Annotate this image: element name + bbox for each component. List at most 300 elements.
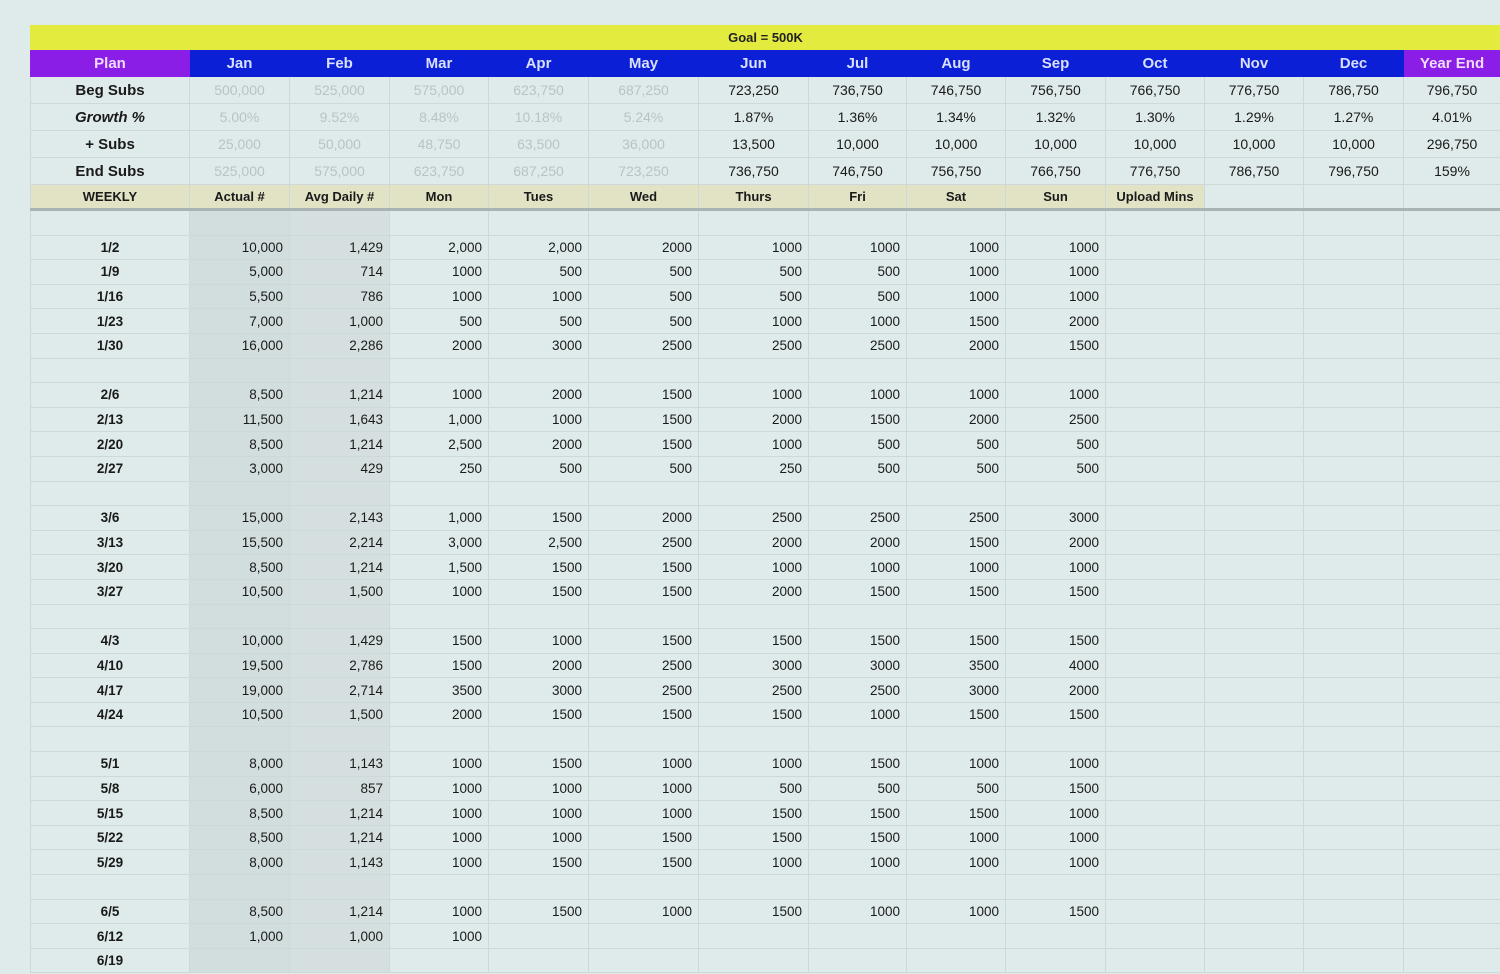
empty-cell[interactable] (1205, 604, 1304, 629)
empty-cell[interactable] (1304, 752, 1404, 777)
plan-cell[interactable]: 10,000 (809, 131, 907, 158)
weekly-value-cell[interactable]: 2,143 (290, 506, 390, 531)
empty-cell[interactable] (1304, 260, 1404, 285)
plan-cell[interactable]: 10,000 (1205, 131, 1304, 158)
empty-cell[interactable] (1404, 801, 1500, 826)
empty-cell[interactable] (1106, 506, 1205, 531)
empty-cell[interactable] (1304, 432, 1404, 457)
weekly-value-cell[interactable]: 1000 (390, 850, 489, 875)
empty-cell[interactable] (1205, 235, 1304, 260)
empty-cell[interactable] (1205, 210, 1304, 236)
empty-cell[interactable] (290, 948, 390, 973)
weekly-value-cell[interactable]: 1,000 (390, 407, 489, 432)
empty-cell[interactable] (489, 358, 589, 383)
empty-cell[interactable] (1404, 604, 1500, 629)
empty-cell[interactable] (1404, 432, 1500, 457)
empty-cell[interactable] (1106, 629, 1205, 654)
plan-cell[interactable]: 575,000 (290, 158, 390, 185)
empty-cell[interactable] (1205, 948, 1304, 973)
weekly-value-cell[interactable]: 2500 (589, 678, 699, 703)
weekly-value-cell[interactable]: 2000 (489, 432, 589, 457)
empty-cell[interactable] (1404, 210, 1500, 236)
weekly-value-cell[interactable]: 1000 (489, 825, 589, 850)
weekly-value-cell[interactable]: 1,000 (190, 924, 290, 949)
weekly-value-cell[interactable]: 500 (699, 284, 809, 309)
empty-cell[interactable] (699, 481, 809, 506)
week-date-cell[interactable]: 4/24 (31, 702, 190, 727)
weekly-value-cell[interactable]: 1000 (589, 776, 699, 801)
weekly-value-cell[interactable]: 1500 (390, 653, 489, 678)
month-header-dec[interactable]: Dec (1304, 50, 1404, 77)
empty-cell[interactable] (699, 604, 809, 629)
weekly-value-cell[interactable]: 1000 (1006, 850, 1106, 875)
empty-cell[interactable] (907, 210, 1006, 236)
empty-cell[interactable] (1106, 875, 1205, 900)
weekly-value-cell[interactable]: 1500 (809, 825, 907, 850)
empty-cell[interactable] (190, 948, 290, 973)
empty-cell[interactable] (1106, 850, 1205, 875)
empty-cell[interactable] (1304, 481, 1404, 506)
empty-cell[interactable] (1205, 432, 1304, 457)
empty-cell[interactable] (190, 604, 290, 629)
weekly-value-cell[interactable]: 1000 (699, 752, 809, 777)
empty-cell[interactable] (1404, 333, 1500, 358)
empty-cell[interactable] (1304, 948, 1404, 973)
weekly-value-cell[interactable]: 10,000 (190, 235, 290, 260)
weekly-value-cell[interactable]: 500 (589, 309, 699, 334)
weekly-value-cell[interactable]: 1000 (907, 284, 1006, 309)
empty-cell[interactable] (1304, 185, 1404, 210)
weekly-value-cell[interactable]: 1500 (589, 579, 699, 604)
weekly-value-cell[interactable]: 2500 (589, 333, 699, 358)
empty-cell[interactable] (1404, 678, 1500, 703)
empty-cell[interactable] (390, 358, 489, 383)
plan-cell[interactable]: 766,750 (1106, 77, 1205, 104)
empty-cell[interactable] (699, 875, 809, 900)
weekly-value-cell[interactable]: 1,214 (290, 383, 390, 408)
plan-cell[interactable]: 1.29% (1205, 104, 1304, 131)
empty-cell[interactable] (1304, 850, 1404, 875)
weekly-value-cell[interactable]: 1000 (489, 284, 589, 309)
weekly-value-cell[interactable]: 3000 (699, 653, 809, 678)
weekly-value-cell[interactable]: 8,500 (190, 825, 290, 850)
plan-cell[interactable]: 25,000 (190, 131, 290, 158)
month-header-jul[interactable]: Jul (809, 50, 907, 77)
empty-cell[interactable] (589, 358, 699, 383)
weekly-value-cell[interactable]: 500 (589, 284, 699, 309)
weekly-value-cell[interactable]: 7,000 (190, 309, 290, 334)
empty-cell[interactable] (489, 481, 589, 506)
empty-cell[interactable] (1106, 948, 1205, 973)
weekly-value-cell[interactable]: 1000 (1006, 383, 1106, 408)
weekly-value-cell[interactable]: 1000 (1006, 752, 1106, 777)
plan-cell[interactable]: 723,250 (699, 77, 809, 104)
empty-cell[interactable] (809, 358, 907, 383)
weekly-value-cell[interactable]: 2500 (1006, 407, 1106, 432)
week-date-cell[interactable]: 5/29 (31, 850, 190, 875)
empty-cell[interactable] (1404, 727, 1500, 752)
weekly-value-cell[interactable]: 500 (809, 260, 907, 285)
weekly-value-cell[interactable]: 3,000 (190, 456, 290, 481)
weekly-value-cell[interactable]: 3000 (1006, 506, 1106, 531)
year-end-cell[interactable]: 4.01% (1404, 104, 1500, 131)
weekly-value-cell[interactable]: 1000 (699, 432, 809, 457)
empty-cell[interactable] (1304, 727, 1404, 752)
week-date-cell[interactable] (31, 727, 190, 752)
empty-cell[interactable] (1106, 776, 1205, 801)
empty-cell[interactable] (1404, 235, 1500, 260)
weekly-value-cell[interactable]: 2000 (907, 333, 1006, 358)
weekly-value-cell[interactable]: 1000 (390, 825, 489, 850)
empty-cell[interactable] (1205, 825, 1304, 850)
weekly-value-cell[interactable]: 2,000 (489, 235, 589, 260)
empty-cell[interactable] (1404, 579, 1500, 604)
empty-cell[interactable] (1006, 358, 1106, 383)
weekly-value-cell[interactable]: 1000 (1006, 825, 1106, 850)
empty-cell[interactable] (1205, 899, 1304, 924)
week-date-cell[interactable]: 1/9 (31, 260, 190, 285)
plan-cell[interactable]: 500,000 (190, 77, 290, 104)
empty-cell[interactable] (1106, 309, 1205, 334)
plan-cell[interactable]: 525,000 (290, 77, 390, 104)
empty-cell[interactable] (1205, 678, 1304, 703)
weekly-value-cell[interactable]: 2,500 (390, 432, 489, 457)
weekly-value-cell[interactable]: 8,500 (190, 432, 290, 457)
week-date-cell[interactable]: 2/13 (31, 407, 190, 432)
weekly-value-cell[interactable]: 8,500 (190, 801, 290, 826)
empty-cell[interactable] (290, 358, 390, 383)
empty-cell[interactable] (1304, 358, 1404, 383)
weekly-value-cell[interactable]: 1000 (1006, 801, 1106, 826)
empty-cell[interactable] (390, 210, 489, 236)
empty-cell[interactable] (1304, 333, 1404, 358)
weekly-value-cell[interactable]: 1,214 (290, 825, 390, 850)
weekly-value-cell[interactable]: 1500 (489, 899, 589, 924)
weekly-value-cell[interactable]: 2000 (589, 506, 699, 531)
weekly-value-cell[interactable]: 3500 (390, 678, 489, 703)
weekly-value-cell[interactable]: 1500 (907, 309, 1006, 334)
week-date-cell[interactable] (31, 358, 190, 383)
empty-cell[interactable] (1304, 235, 1404, 260)
empty-cell[interactable] (589, 727, 699, 752)
weekly-value-cell[interactable]: 500 (809, 432, 907, 457)
weekly-value-cell[interactable]: 2000 (809, 530, 907, 555)
empty-cell[interactable] (1205, 506, 1304, 531)
weekly-value-cell[interactable]: 1000 (390, 383, 489, 408)
weekly-value-cell[interactable]: 2000 (589, 235, 699, 260)
weekly-header-avg-daily[interactable]: Avg Daily # (290, 185, 390, 210)
plan-cell[interactable]: 687,250 (489, 158, 589, 185)
weekly-value-cell[interactable]: 1500 (589, 850, 699, 875)
empty-cell[interactable] (589, 604, 699, 629)
empty-cell[interactable] (1106, 481, 1205, 506)
empty-cell[interactable] (1304, 579, 1404, 604)
weekly-value-cell[interactable]: 1,214 (290, 801, 390, 826)
empty-cell[interactable] (1106, 407, 1205, 432)
weekly-value-cell[interactable]: 1000 (699, 309, 809, 334)
plan-cell[interactable]: 766,750 (1006, 158, 1106, 185)
plan-cell[interactable]: 9.52% (290, 104, 390, 131)
empty-cell[interactable] (1404, 899, 1500, 924)
weekly-value-cell[interactable]: 1000 (809, 235, 907, 260)
weekly-value-cell[interactable]: 1500 (907, 801, 1006, 826)
weekly-value-cell[interactable]: 1500 (589, 702, 699, 727)
empty-cell[interactable] (1006, 210, 1106, 236)
week-date-cell[interactable] (31, 604, 190, 629)
empty-cell[interactable] (699, 210, 809, 236)
weekly-value-cell[interactable]: 2000 (1006, 678, 1106, 703)
plan-cell[interactable]: 796,750 (1304, 158, 1404, 185)
empty-cell[interactable] (1404, 653, 1500, 678)
empty-cell[interactable] (589, 948, 699, 973)
weekly-value-cell[interactable]: 1000 (907, 555, 1006, 580)
weekly-value-cell[interactable]: 1000 (907, 235, 1006, 260)
weekly-value-cell[interactable]: 1500 (390, 629, 489, 654)
weekly-value-cell[interactable]: 1500 (809, 801, 907, 826)
empty-cell[interactable] (1404, 850, 1500, 875)
empty-cell[interactable] (1304, 555, 1404, 580)
empty-cell[interactable] (1205, 653, 1304, 678)
empty-cell[interactable] (1404, 358, 1500, 383)
week-date-cell[interactable]: 1/16 (31, 284, 190, 309)
empty-cell[interactable] (1404, 702, 1500, 727)
empty-cell[interactable] (1304, 875, 1404, 900)
empty-cell[interactable] (589, 875, 699, 900)
weekly-value-cell[interactable]: 1000 (390, 752, 489, 777)
empty-cell[interactable] (1205, 801, 1304, 826)
empty-cell[interactable] (1304, 456, 1404, 481)
plan-cell[interactable]: 63,500 (489, 131, 589, 158)
month-header-sep[interactable]: Sep (1006, 50, 1106, 77)
empty-cell[interactable] (907, 604, 1006, 629)
weekly-value-cell[interactable]: 500 (907, 456, 1006, 481)
empty-cell[interactable] (1404, 456, 1500, 481)
weekly-value-cell[interactable]: 1500 (699, 899, 809, 924)
weekly-value-cell[interactable]: 500 (699, 260, 809, 285)
empty-cell[interactable] (1006, 481, 1106, 506)
empty-cell[interactable] (907, 481, 1006, 506)
week-date-cell[interactable]: 3/13 (31, 530, 190, 555)
empty-cell[interactable] (1106, 825, 1205, 850)
empty-cell[interactable] (1106, 210, 1205, 236)
plan-cell[interactable]: 756,750 (907, 158, 1006, 185)
plan-cell[interactable]: 50,000 (290, 131, 390, 158)
weekly-value-cell[interactable]: 1,500 (290, 702, 390, 727)
weekly-value-cell[interactable]: 500 (809, 284, 907, 309)
weekly-value-cell[interactable]: 2000 (489, 653, 589, 678)
weekly-value-cell[interactable]: 1,214 (290, 899, 390, 924)
weekly-value-cell[interactable]: 500 (489, 456, 589, 481)
empty-cell[interactable] (1205, 702, 1304, 727)
weekly-value-cell[interactable]: 1000 (907, 899, 1006, 924)
empty-cell[interactable] (1304, 678, 1404, 703)
weekly-value-cell[interactable]: 3000 (809, 653, 907, 678)
empty-cell[interactable] (290, 604, 390, 629)
empty-cell[interactable] (489, 924, 589, 949)
weekly-value-cell[interactable]: 15,500 (190, 530, 290, 555)
plan-cell[interactable]: 10,000 (1006, 131, 1106, 158)
empty-cell[interactable] (1304, 825, 1404, 850)
empty-cell[interactable] (809, 875, 907, 900)
weekly-value-cell[interactable]: 857 (290, 776, 390, 801)
empty-cell[interactable] (1404, 284, 1500, 309)
plan-cell[interactable]: 575,000 (390, 77, 489, 104)
weekly-value-cell[interactable]: 1500 (589, 432, 699, 457)
plan-cell[interactable]: 1.87% (699, 104, 809, 131)
weekly-value-cell[interactable]: 10,500 (190, 702, 290, 727)
empty-cell[interactable] (290, 481, 390, 506)
weekly-value-cell[interactable]: 8,500 (190, 383, 290, 408)
empty-cell[interactable] (809, 924, 907, 949)
empty-cell[interactable] (1304, 702, 1404, 727)
empty-cell[interactable] (290, 210, 390, 236)
weekly-value-cell[interactable]: 500 (907, 432, 1006, 457)
weekly-value-cell[interactable]: 1000 (1006, 284, 1106, 309)
weekly-value-cell[interactable]: 500 (489, 260, 589, 285)
empty-cell[interactable] (1404, 260, 1500, 285)
empty-cell[interactable] (1205, 456, 1304, 481)
weekly-value-cell[interactable]: 19,500 (190, 653, 290, 678)
weekly-value-cell[interactable]: 1000 (699, 235, 809, 260)
weekly-value-cell[interactable]: 1500 (907, 579, 1006, 604)
weekly-value-cell[interactable]: 5,000 (190, 260, 290, 285)
weekly-value-cell[interactable]: 1000 (390, 776, 489, 801)
plan-cell[interactable]: 736,750 (699, 158, 809, 185)
weekly-value-cell[interactable]: 1500 (589, 407, 699, 432)
empty-cell[interactable] (809, 210, 907, 236)
month-header-feb[interactable]: Feb (290, 50, 390, 77)
weekly-value-cell[interactable]: 1500 (809, 579, 907, 604)
empty-cell[interactable] (1205, 579, 1304, 604)
plan-cell[interactable]: 10,000 (1106, 131, 1205, 158)
plan-cell[interactable]: 736,750 (809, 77, 907, 104)
empty-cell[interactable] (809, 948, 907, 973)
empty-cell[interactable] (1106, 383, 1205, 408)
empty-cell[interactable] (190, 875, 290, 900)
empty-cell[interactable] (1304, 383, 1404, 408)
empty-cell[interactable] (1106, 702, 1205, 727)
weekly-value-cell[interactable]: 1500 (907, 629, 1006, 654)
empty-cell[interactable] (1106, 579, 1205, 604)
weekly-value-cell[interactable]: 1000 (390, 260, 489, 285)
weekly-value-cell[interactable]: 1000 (809, 309, 907, 334)
weekly-value-cell[interactable]: 1,214 (290, 555, 390, 580)
weekly-value-cell[interactable]: 1000 (907, 850, 1006, 875)
weekly-value-cell[interactable]: 2500 (907, 506, 1006, 531)
plan-row-label[interactable]: Beg Subs (31, 77, 190, 104)
weekly-value-cell[interactable]: 250 (699, 456, 809, 481)
weekly-value-cell[interactable]: 1,214 (290, 432, 390, 457)
plan-cell[interactable]: 756,750 (1006, 77, 1106, 104)
weekly-value-cell[interactable]: 8,500 (190, 899, 290, 924)
weekly-value-cell[interactable]: 1500 (489, 850, 589, 875)
empty-cell[interactable] (1205, 776, 1304, 801)
weekly-value-cell[interactable]: 429 (290, 456, 390, 481)
month-header-may[interactable]: May (589, 50, 699, 77)
weekly-value-cell[interactable]: 1500 (489, 555, 589, 580)
weekly-value-cell[interactable]: 1500 (809, 752, 907, 777)
weekly-value-cell[interactable]: 1500 (1006, 629, 1106, 654)
weekly-value-cell[interactable]: 1000 (809, 850, 907, 875)
weekly-value-cell[interactable]: 3000 (907, 678, 1006, 703)
plan-cell[interactable]: 1.36% (809, 104, 907, 131)
weekly-value-cell[interactable]: 500 (589, 260, 699, 285)
weekly-value-cell[interactable]: 1500 (809, 629, 907, 654)
weekly-value-cell[interactable]: 2000 (489, 383, 589, 408)
month-header-mar[interactable]: Mar (390, 50, 489, 77)
empty-cell[interactable] (1304, 530, 1404, 555)
weekly-value-cell[interactable]: 1,500 (290, 579, 390, 604)
empty-cell[interactable] (589, 481, 699, 506)
weekly-value-cell[interactable]: 2,500 (489, 530, 589, 555)
week-date-cell[interactable] (31, 481, 190, 506)
empty-cell[interactable] (907, 924, 1006, 949)
weekly-header-tues[interactable]: Tues (489, 185, 589, 210)
empty-cell[interactable] (1106, 604, 1205, 629)
empty-cell[interactable] (1404, 530, 1500, 555)
weekly-value-cell[interactable]: 3500 (907, 653, 1006, 678)
empty-cell[interactable] (1106, 801, 1205, 826)
weekly-value-cell[interactable]: 1500 (589, 555, 699, 580)
weekly-value-cell[interactable]: 1,500 (390, 555, 489, 580)
empty-cell[interactable] (1205, 260, 1304, 285)
weekly-value-cell[interactable]: 500 (589, 456, 699, 481)
empty-cell[interactable] (1304, 801, 1404, 826)
weekly-header-wed[interactable]: Wed (589, 185, 699, 210)
weekly-value-cell[interactable]: 2,286 (290, 333, 390, 358)
week-date-cell[interactable]: 2/20 (31, 432, 190, 457)
empty-cell[interactable] (1205, 875, 1304, 900)
weekly-value-cell[interactable]: 1000 (489, 407, 589, 432)
weekly-value-cell[interactable]: 1,143 (290, 850, 390, 875)
weekly-value-cell[interactable]: 6,000 (190, 776, 290, 801)
empty-cell[interactable] (489, 948, 589, 973)
weekly-value-cell[interactable]: 1500 (907, 702, 1006, 727)
week-date-cell[interactable]: 4/10 (31, 653, 190, 678)
goal-cell[interactable]: Goal = 500K (31, 26, 1500, 50)
weekly-value-cell[interactable]: 1500 (1006, 702, 1106, 727)
weekly-value-cell[interactable]: 1000 (390, 899, 489, 924)
empty-cell[interactable] (1106, 727, 1205, 752)
weekly-value-cell[interactable]: 2,786 (290, 653, 390, 678)
empty-cell[interactable] (589, 924, 699, 949)
week-date-cell[interactable]: 1/23 (31, 309, 190, 334)
empty-cell[interactable] (1106, 260, 1205, 285)
plan-cell[interactable]: 776,750 (1106, 158, 1205, 185)
week-date-cell[interactable]: 4/3 (31, 629, 190, 654)
empty-cell[interactable] (1205, 850, 1304, 875)
weekly-header-sun[interactable]: Sun (1006, 185, 1106, 210)
empty-cell[interactable] (1106, 899, 1205, 924)
weekly-value-cell[interactable]: 1,429 (290, 235, 390, 260)
plan-header-cell[interactable]: Plan (31, 50, 190, 77)
year-end-cell[interactable]: 296,750 (1404, 131, 1500, 158)
empty-cell[interactable] (1106, 530, 1205, 555)
weekly-value-cell[interactable]: 3000 (489, 678, 589, 703)
week-date-cell[interactable]: 3/20 (31, 555, 190, 580)
empty-cell[interactable] (809, 481, 907, 506)
weekly-value-cell[interactable]: 1000 (1006, 235, 1106, 260)
weekly-value-cell[interactable]: 1,000 (290, 309, 390, 334)
weekly-value-cell[interactable]: 1500 (1006, 899, 1106, 924)
weekly-value-cell[interactable]: 1500 (699, 629, 809, 654)
weekly-value-cell[interactable]: 2000 (907, 407, 1006, 432)
week-date-cell[interactable]: 6/5 (31, 899, 190, 924)
plan-cell[interactable]: 48,750 (390, 131, 489, 158)
empty-cell[interactable] (390, 875, 489, 900)
empty-cell[interactable] (699, 924, 809, 949)
weekly-value-cell[interactable]: 1000 (699, 850, 809, 875)
